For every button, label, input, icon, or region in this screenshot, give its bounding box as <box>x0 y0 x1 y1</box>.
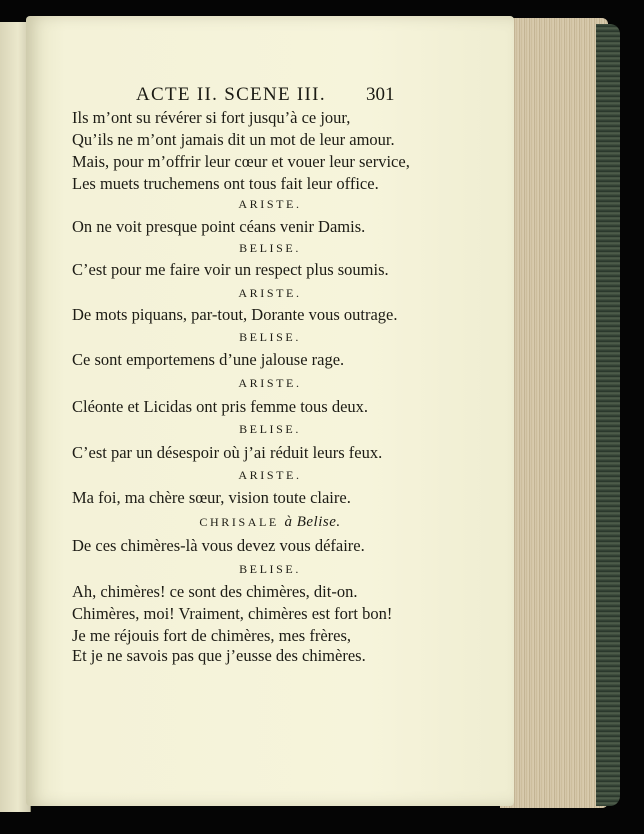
speaker-name <box>26 468 514 483</box>
verse-line: Chimères, moi! Vraiment, chimères est fort bon! <box>72 604 393 623</box>
verse-line: C’est pour me faire voir un respect plus soumis. <box>72 260 389 279</box>
verse-line: Et je ne savois pas que j’eusse des chimères. <box>72 646 366 665</box>
page-number: 301 <box>366 84 395 105</box>
verse-line: Mais, pour m’offrir leur cœur et vouer leur service, <box>72 152 410 171</box>
speaker-name <box>26 286 514 301</box>
speaker-name <box>26 422 514 437</box>
speaker-label: BELISE. <box>239 241 301 255</box>
book-cover-spine <box>596 24 620 806</box>
verse-line: C’est par un désespoir où j’ai réduit leurs feux. <box>72 443 383 462</box>
speaker-name <box>26 197 514 212</box>
stage-direction: à Belise. <box>284 514 341 530</box>
speaker-label: BELISE. <box>239 422 301 436</box>
verse-line: Les muets truchemens ont tous fait leur office. <box>72 174 379 193</box>
verse-line: De ces chimères-là vous devez vous défaire. <box>72 536 365 555</box>
verse-line: Qu’ils ne m’ont jamais dit un mot de leur amour. <box>72 130 395 149</box>
book-page-edges <box>500 18 608 808</box>
verse-line: Ma foi, ma chère sœur, vision toute claire. <box>72 488 351 507</box>
speaker-name <box>26 562 514 577</box>
verse-line: De mots piquans, par-tout, Dorante vous outrage. <box>72 305 398 324</box>
verse-line: Cléonte et Licidas ont pris femme tous deux. <box>72 397 369 416</box>
speaker-name <box>26 241 514 256</box>
speaker-label: ARISTE. <box>238 286 302 300</box>
speaker-name <box>26 330 514 345</box>
speaker-label: CHRISALE <box>199 515 279 529</box>
header-title: ACTE II. SCENE III. <box>136 84 326 105</box>
verse-line: Ce sont emportemens d’une jalouse rage. <box>72 350 345 369</box>
speaker-label: BELISE. <box>239 330 301 344</box>
speaker-label: BELISE. <box>239 562 301 576</box>
speaker-label: ARISTE. <box>238 468 302 482</box>
speaker-label: ARISTE. <box>238 197 302 211</box>
verse-line: Je me réjouis fort de chimères, mes frères, <box>72 626 352 645</box>
verse-line: On ne voit presque point céans venir Damis. <box>72 217 366 236</box>
verse-line: Ah, chimères! ce sont des chimères, dit-on. <box>72 582 358 601</box>
speaker-name <box>26 514 514 531</box>
speaker-name <box>26 376 514 391</box>
speaker-label: ARISTE. <box>238 376 302 390</box>
verse-line: Ils m’ont su révérer si fort jusqu’à ce jour, <box>72 108 351 127</box>
